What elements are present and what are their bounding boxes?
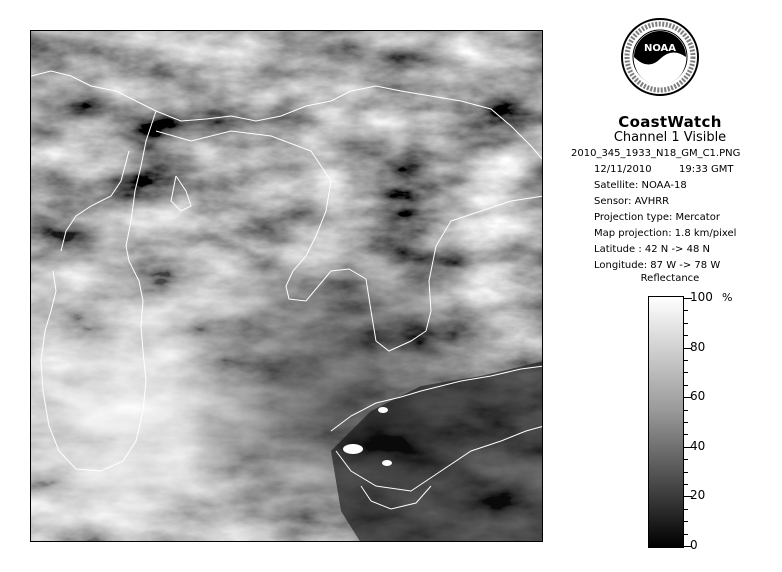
colorbar-minor-tick: [684, 534, 688, 535]
colorbar-tick-label: 80: [690, 340, 706, 354]
colorbar-minor-tick: [684, 385, 688, 386]
colorbar-minor-tick: [684, 459, 688, 460]
filename-label: 2010_345_1933_N18_GM_C1.PNG: [571, 148, 741, 159]
longitude-label: Longitude: 87 W -> 78 W: [594, 260, 721, 271]
noaa-logo: [620, 17, 700, 101]
page-title: CoastWatch: [618, 113, 722, 131]
time-label: 19:33 GMT: [679, 164, 734, 175]
colorbar-minor-tick: [684, 335, 688, 336]
colorbar-minor-tick: [684, 360, 688, 361]
logo-text: NOAA: [643, 43, 677, 54]
colorbar-minor-tick: [684, 422, 688, 423]
colorbar-minor-tick: [684, 521, 688, 522]
map-canvas: [31, 31, 543, 542]
colorbar-title: Reflectance: [640, 273, 700, 284]
colorbar-tick-label: 60: [690, 389, 706, 403]
latitude-label: Latitude : 42 N -> 48 N: [594, 244, 710, 255]
channel-subtitle: Channel 1 Visible: [613, 130, 727, 145]
colorbar-minor-tick: [684, 410, 688, 411]
colorbar-unit: %: [722, 291, 733, 304]
colorbar-tick-label: 0: [690, 538, 698, 552]
colorbar-tick-label: 100: [690, 290, 713, 304]
colorbar-minor-tick: [684, 323, 688, 324]
colorbar-minor-tick: [684, 310, 688, 311]
colorbar-tick-label: 40: [690, 439, 706, 453]
sensor-label: Sensor: AVHRR: [594, 196, 670, 207]
satellite-label: Satellite: NOAA-18: [594, 180, 687, 191]
projection-type-label: Projection type: Mercator: [594, 212, 720, 223]
reflectance-colorbar: [648, 296, 684, 548]
noaa-seal-icon: [620, 17, 700, 97]
colorbar-minor-tick: [684, 434, 688, 435]
satellite-map: [30, 30, 543, 542]
colorbar-minor-tick: [684, 509, 688, 510]
date-label: 12/11/2010: [594, 164, 652, 175]
colorbar-tick-label: 20: [690, 488, 706, 502]
colorbar-minor-tick: [684, 372, 688, 373]
map-projection-label: Map projection: 1.8 km/pixel: [594, 228, 737, 239]
colorbar-minor-tick: [684, 472, 688, 473]
colorbar-minor-tick: [684, 484, 688, 485]
